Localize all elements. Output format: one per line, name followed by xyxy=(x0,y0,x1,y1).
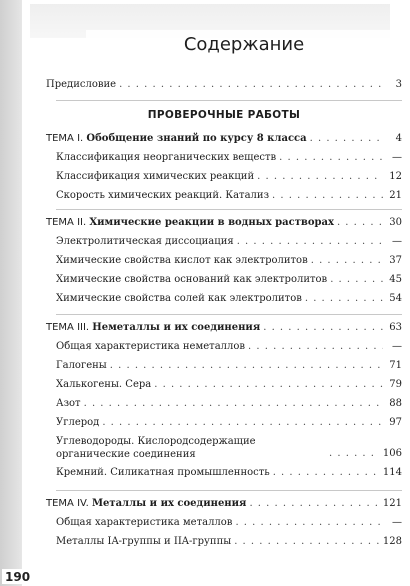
entry-page: 79 xyxy=(389,379,402,390)
entry-label: Электролитическая диссоциация xyxy=(56,236,234,247)
entry-page: 71 xyxy=(389,360,402,371)
entry-label: Углеводороды. Кислородсодержащие органические соединения xyxy=(56,436,256,460)
entry-page: 63 xyxy=(389,322,402,333)
entry-label: Скорость химических реакций. Катализ xyxy=(56,190,270,201)
toc-entry[interactable] xyxy=(46,292,402,306)
dot-leader xyxy=(249,497,379,511)
dot-leader xyxy=(273,466,380,480)
toc-entry[interactable] xyxy=(46,435,402,461)
entry-page: 3 xyxy=(395,79,402,90)
section-heading: ПРОВЕРОЧНЫЕ РАБОТЫ xyxy=(147,109,301,121)
divider xyxy=(56,490,402,491)
entry-page: 114 xyxy=(382,467,402,478)
dot-leader xyxy=(311,254,383,268)
dot-leader xyxy=(248,340,383,354)
dot-leader xyxy=(234,535,380,549)
dot-leader xyxy=(84,397,383,411)
dot-leader xyxy=(272,189,383,203)
toc-entry[interactable] xyxy=(46,378,402,392)
entry-page: 54 xyxy=(389,293,402,304)
page-number: 190 xyxy=(2,569,33,584)
dot-leader xyxy=(119,78,383,92)
toc-entry[interactable] xyxy=(46,359,402,373)
dot-leader xyxy=(257,170,383,184)
topic-label: ТЕМА IV. xyxy=(46,498,89,509)
entry-label: Общая характеристика неметаллов xyxy=(56,341,246,352)
entry-label: Химические свойства оснований как электролитов xyxy=(56,274,328,285)
divider xyxy=(56,100,402,101)
toc-entry[interactable] xyxy=(46,273,402,287)
topic-label: ТЕМА III. xyxy=(46,322,90,333)
topic-title: Обобщение знаний по курсу 8 класса xyxy=(86,133,307,144)
entry-label: Химические свойства кислот как электролитов xyxy=(56,255,308,266)
dot-leader xyxy=(279,151,383,165)
dot-leader xyxy=(305,292,383,306)
entry-page: 30 xyxy=(389,217,402,228)
divider xyxy=(56,314,402,315)
divider xyxy=(56,209,402,210)
entry-page: — xyxy=(392,517,402,528)
page-title: Содержание xyxy=(86,30,402,60)
dot-leader xyxy=(237,235,383,249)
entry-label: Углерод xyxy=(56,417,100,428)
entry-page: — xyxy=(392,152,402,163)
dot-leader xyxy=(310,132,383,146)
topic-title: Химические реакции в водных растворах xyxy=(89,217,334,228)
toc-entry[interactable] xyxy=(46,170,402,184)
toc-topic-4[interactable] xyxy=(46,497,402,511)
page-edge-bar xyxy=(0,0,22,586)
entry-page: 4 xyxy=(395,133,402,144)
topic-label: ТЕМА I. xyxy=(46,133,84,144)
entry-page: 121 xyxy=(382,498,402,509)
toc-entry[interactable] xyxy=(46,416,402,430)
entry-page: 128 xyxy=(382,536,402,547)
topic-title: Неметаллы и их соединения xyxy=(92,322,261,333)
dot-leader xyxy=(154,378,383,392)
entry-page: 88 xyxy=(389,398,402,409)
entry-page: — xyxy=(392,341,402,352)
dot-leader xyxy=(337,216,383,230)
toc-entry[interactable] xyxy=(46,516,402,530)
dot-leader xyxy=(263,321,383,335)
dot-leader xyxy=(330,273,383,287)
entry-label: Классификация химических реакций xyxy=(56,171,255,182)
entry-label: Кремний. Силикатная промышленность xyxy=(56,467,270,478)
toc-topic-3[interactable] xyxy=(46,321,402,335)
entry-page: 45 xyxy=(389,274,402,285)
toc-entry[interactable] xyxy=(46,466,402,480)
dot-leader xyxy=(235,516,383,530)
entry-page: 21 xyxy=(389,190,402,201)
toc-topic-2[interactable] xyxy=(46,216,402,230)
toc-entry[interactable] xyxy=(46,535,402,549)
toc-entry[interactable] xyxy=(46,254,402,268)
toc-entry[interactable] xyxy=(46,189,402,203)
entry-label: Галогены xyxy=(56,360,107,371)
entry-page: 37 xyxy=(389,255,402,266)
entry-label: Металлы IA-группы и IIA-группы xyxy=(56,536,232,547)
toc-entry[interactable] xyxy=(46,151,402,165)
entry-label: Химические свойства солей как электролитов xyxy=(56,293,302,304)
entry-label: Халькогены. Сера xyxy=(56,379,152,390)
toc-entry-preface[interactable] xyxy=(46,78,402,92)
entry-label: Классификация неорганических веществ xyxy=(56,152,277,163)
dot-leader xyxy=(329,447,380,461)
entry-page: — xyxy=(392,236,402,247)
dot-leader xyxy=(102,416,383,430)
entry-page: 97 xyxy=(389,417,402,428)
topic-label: ТЕМА II. xyxy=(46,217,87,228)
toc-entry[interactable] xyxy=(46,397,402,411)
entry-label: Азот xyxy=(56,398,81,409)
table-of-contents xyxy=(46,30,402,549)
toc-entry[interactable] xyxy=(46,235,402,249)
entry-page: 12 xyxy=(389,171,402,182)
topic-title: Металлы и их соединения xyxy=(91,498,247,509)
dot-leader xyxy=(110,359,383,373)
toc-entry[interactable] xyxy=(46,340,402,354)
entry-label: Общая характеристика металлов xyxy=(56,517,233,528)
entry-label: Предисловие xyxy=(46,79,117,90)
entry-page: 106 xyxy=(382,448,402,459)
toc-topic-1[interactable] xyxy=(46,132,402,146)
